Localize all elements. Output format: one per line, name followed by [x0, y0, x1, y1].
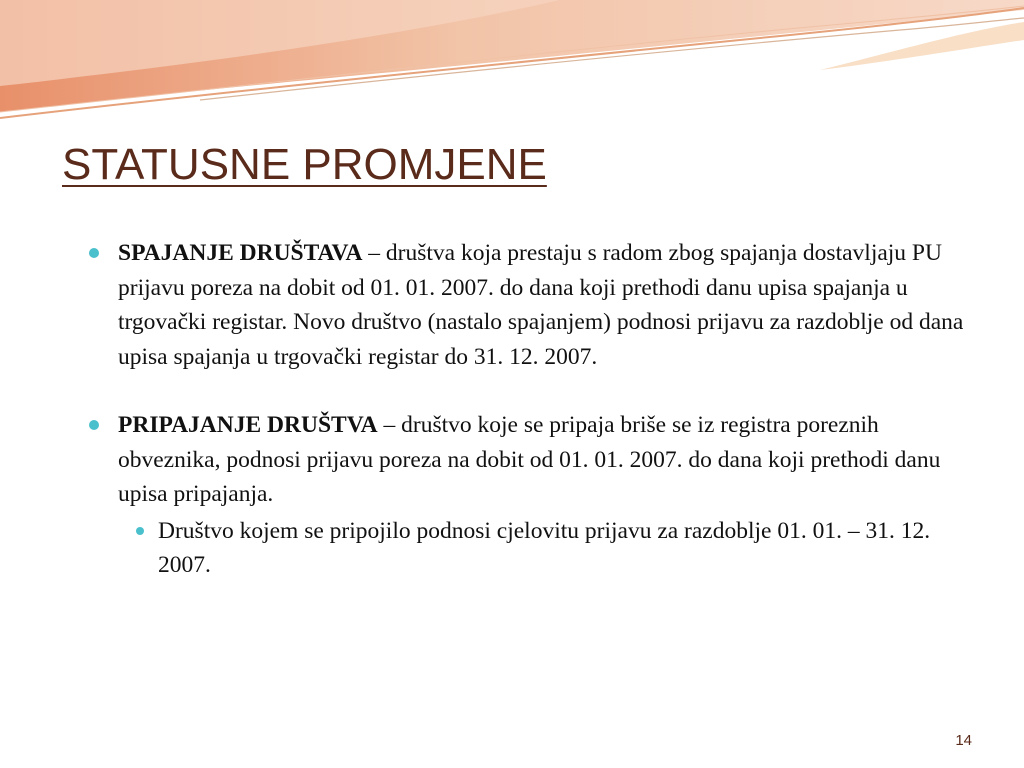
bullet-term: SPAJANJE DRUŠTAVA [118, 240, 363, 266]
bullet-item [88, 236, 968, 374]
bullet-text: – društvo koje se pripaja briše se iz registra poreznih obveznika, podnosi prijavu poreza na dobit od 01. 01. 2007. do dana koji prethodi danu upisa pripajanja. [118, 412, 941, 507]
bullet-dot-icon [89, 420, 99, 430]
header-decoration [0, 0, 1024, 130]
bullet-dot-icon [89, 248, 99, 258]
bullet-item [88, 408, 968, 583]
bullet-text: – društva koja prestaju s radom zbog spajanja dostavljaju PU prijavu poreza na dobit od 01. 01. 2007. do dana koji prethodi danu upisa spajanja u trgovački registar. Novo društvo (nastalo spajanjem) podnosi prijavu za razdoblje od dana upisa spajanja u trgovački registar do 31. 12. 2007. [118, 240, 964, 370]
bullet-dot-icon [136, 527, 144, 535]
slide-title: STATUSNE PROMJENE [62, 140, 547, 189]
bullet-term: PRIPAJANJE DRUŠTVA [118, 412, 378, 438]
sub-bullet-text: Društvo kojem se pripojilo podnosi cjelovitu prijavu za razdoblje 01. 01. – 31. 12. 2007. [158, 517, 931, 578]
slide-content [88, 236, 968, 583]
page-number: 14 [955, 732, 972, 749]
sub-bullet-item [118, 514, 968, 583]
